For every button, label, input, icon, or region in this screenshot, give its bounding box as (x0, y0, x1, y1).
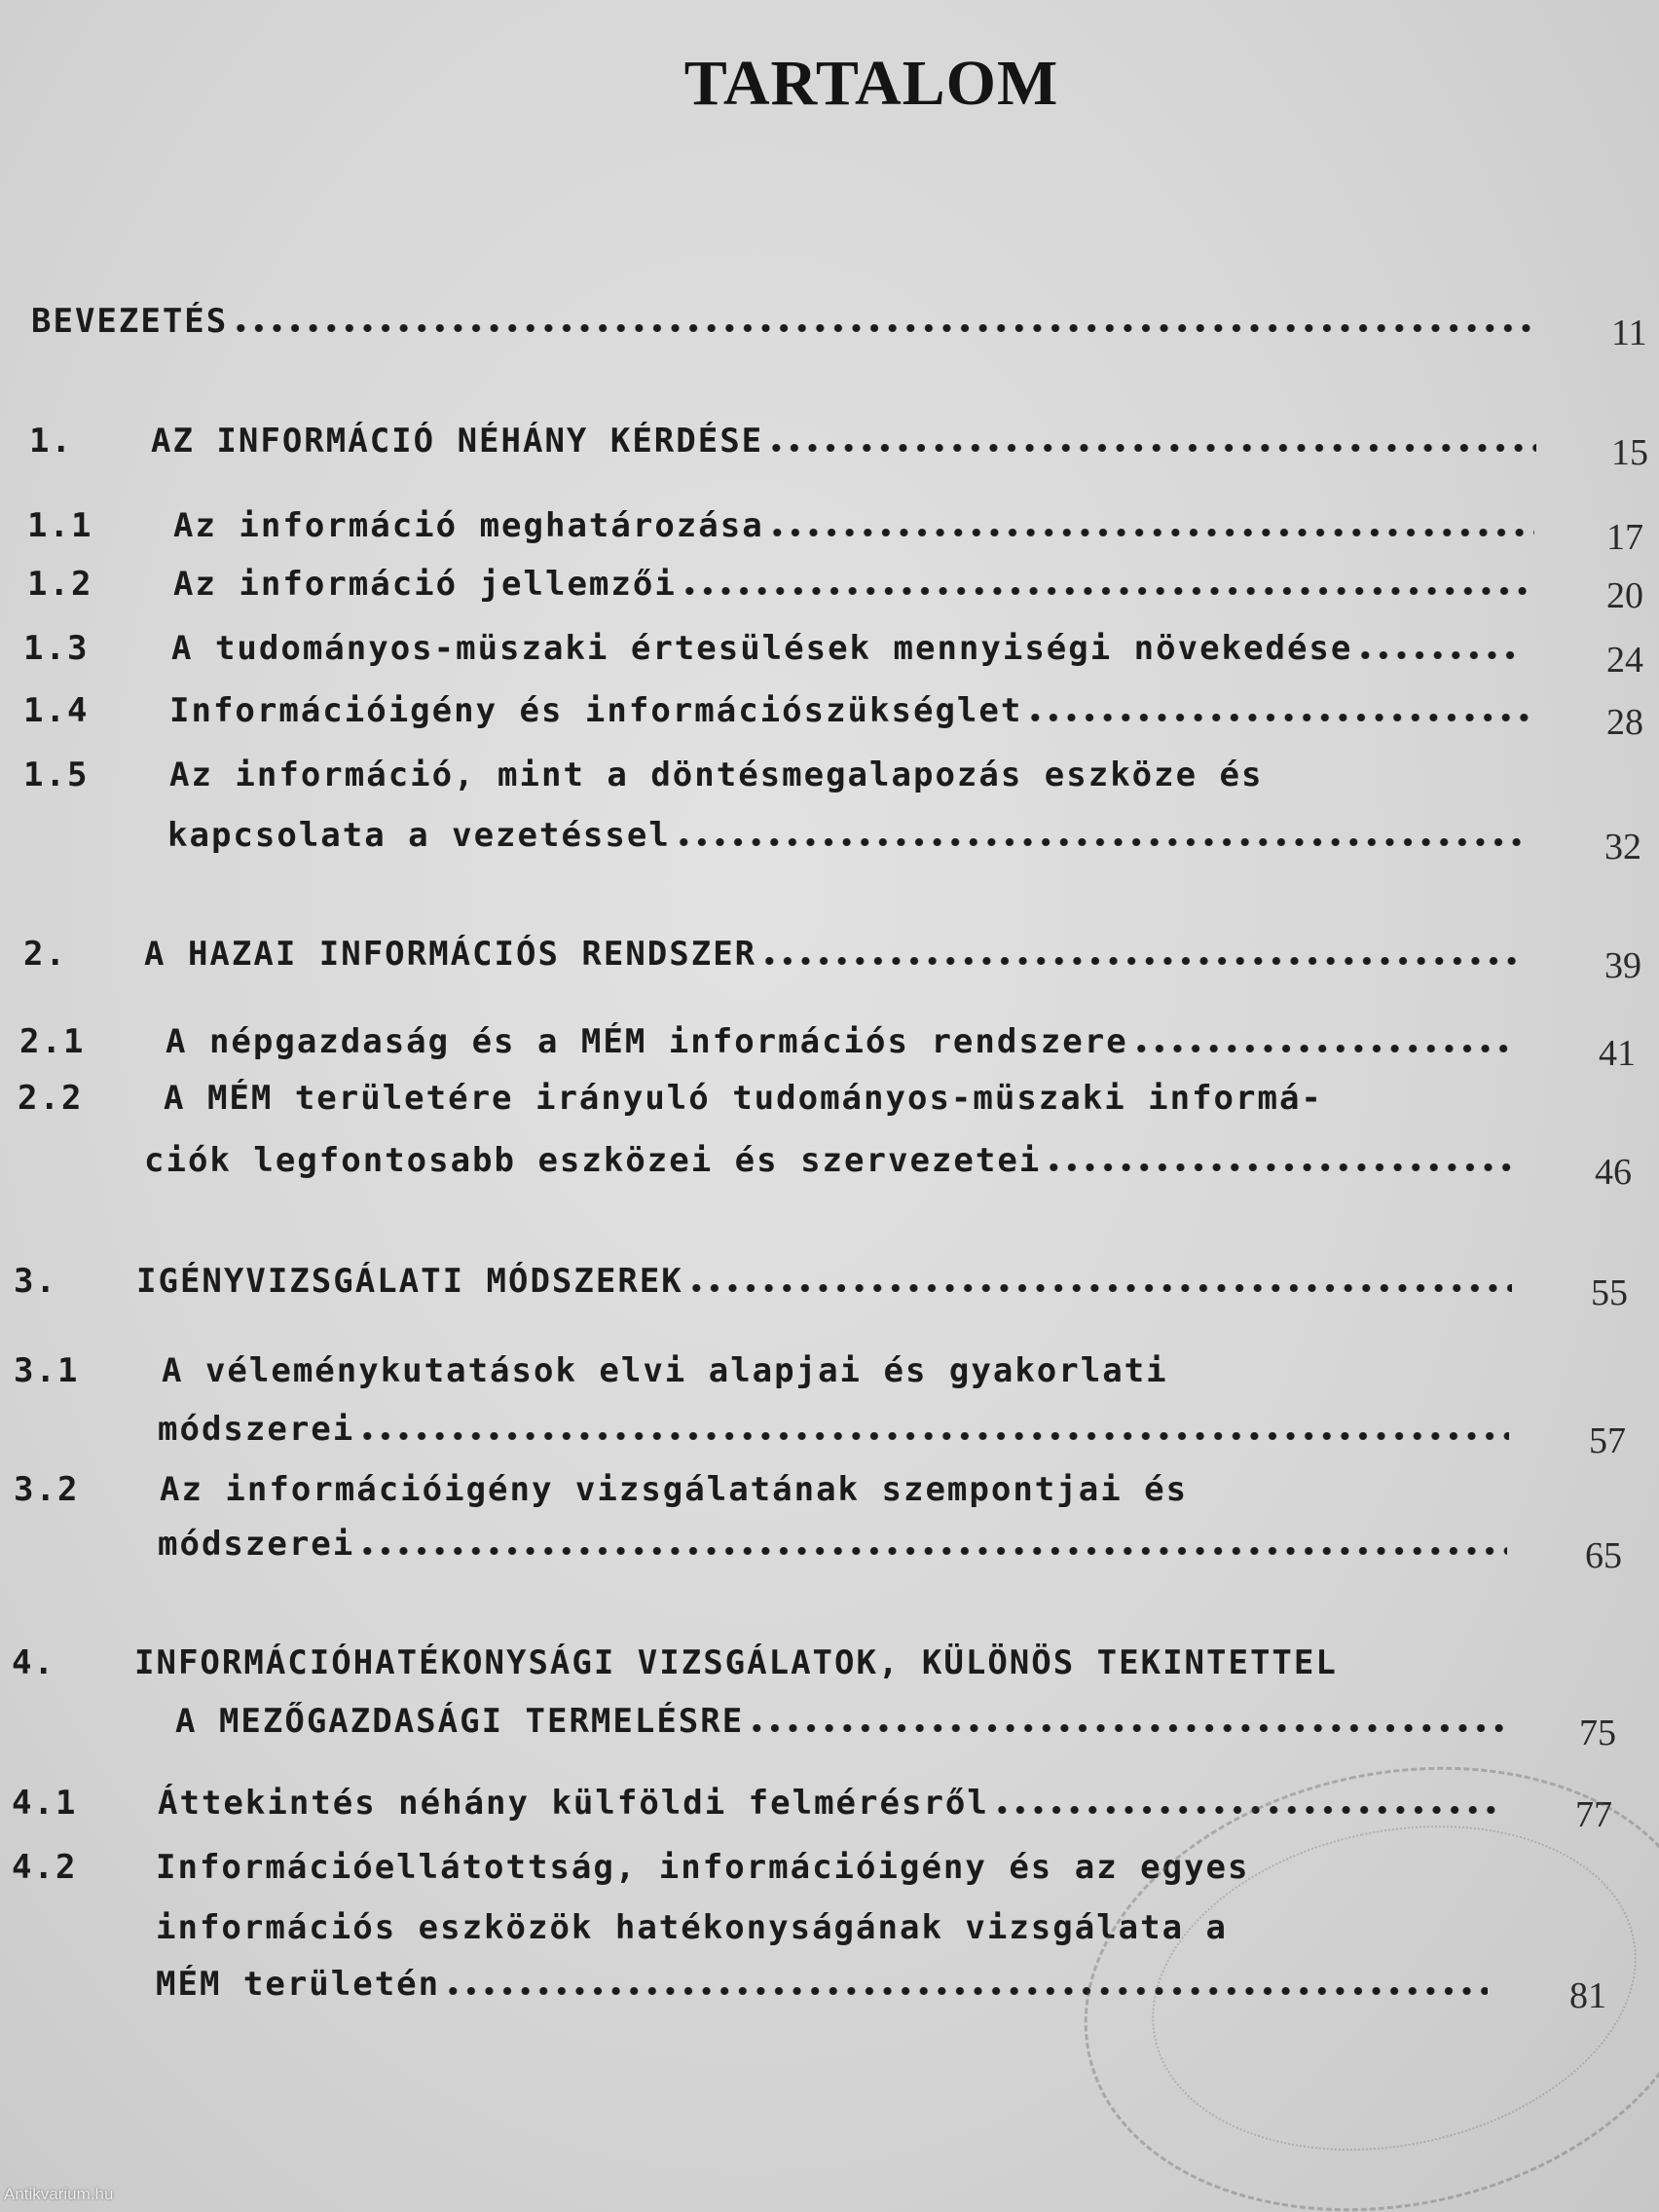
toc-entry-title (156, 1908, 1228, 1947)
dot-leader (1132, 1045, 1517, 1052)
dot-leader (748, 1724, 1505, 1732)
toc-entry (0, 565, 1659, 619)
toc-entry-page-number: 11 (1611, 313, 1647, 353)
toc-entry (0, 935, 1659, 989)
toc-entry-number: 3.1 (14, 1351, 80, 1390)
toc-entry-title (175, 1702, 1505, 1741)
toc-entry (0, 1351, 1659, 1406)
dot-leader (760, 957, 1522, 965)
toc-entry-page-number: 55 (1591, 1272, 1628, 1313)
toc-entry-title (173, 565, 1534, 604)
dot-leader (358, 1432, 1509, 1440)
toc-entry-page-number: 15 (1611, 432, 1648, 473)
dot-leader (687, 1284, 1512, 1292)
toc-entry-title (151, 422, 1536, 461)
toc-entry-title-text: AZ INFORMÁCIÓ NÉHÁNY KÉRDÉSE (151, 422, 764, 461)
toc-entry (0, 1965, 1659, 2019)
toc-entry (0, 302, 1659, 356)
toc-entry-number: 4. (12, 1643, 55, 1682)
toc-entry (0, 756, 1659, 810)
toc-entry-title (169, 756, 1264, 794)
toc-entry-title-text: IGÉNYVIZSGÁLATI MÓDSZEREK (136, 1262, 683, 1301)
watermark: Antikvarium.hu (4, 2185, 114, 2203)
toc-entry-title-text: A MEZŐGAZDASÁGI TERMELÉSRE (175, 1702, 745, 1741)
toc-entry-title-text: Az információ meghatározása (173, 506, 764, 545)
toc-entry-title (156, 1965, 1488, 2004)
toc-entry-page-number: 65 (1585, 1535, 1622, 1576)
toc-entry (0, 506, 1659, 561)
dot-leader (681, 587, 1534, 595)
toc-entry-page-number: 57 (1589, 1420, 1626, 1461)
toc-entry (0, 1262, 1659, 1316)
toc-entry-title (134, 1643, 1338, 1682)
dot-leader (1356, 651, 1522, 659)
toc-entry-number: 1.3 (23, 629, 90, 668)
toc-entry-number: 1. (29, 422, 73, 461)
toc-entry-title-text: ciók legfontosabb eszközei és szervezetei (144, 1141, 1042, 1180)
toc-entry-page-number: 24 (1606, 640, 1643, 681)
toc-entry-page-number: 39 (1604, 945, 1641, 986)
dot-leader (358, 1547, 1507, 1555)
dot-leader (232, 324, 1536, 332)
toc-entry (0, 1848, 1659, 1902)
toc-entry-title (158, 1410, 1509, 1449)
toc-entry (0, 1525, 1659, 1579)
toc-entry-number: 3.2 (14, 1470, 80, 1509)
toc-entry (0, 1079, 1659, 1133)
toc-entry-title-text: Információigény és információszükséglet (169, 691, 1023, 730)
toc-entry-title (144, 1141, 1517, 1180)
toc-entry-title (166, 1022, 1517, 1061)
toc-entry-title (158, 1525, 1507, 1564)
toc-entry-title-text: INFORMÁCIÓHATÉKONYSÁGI VIZSGÁLATOK, KÜLÖNÖS TEKINTETTEL (134, 1643, 1338, 1682)
toc-entry-title-text: módszerei (158, 1525, 355, 1564)
dot-leader (1026, 714, 1529, 721)
toc-entry-title-text: BEVEZETÉS (31, 302, 229, 341)
dot-leader (768, 529, 1534, 536)
toc-entry-number: 2.2 (18, 1079, 84, 1118)
toc-entry-page-number: 41 (1599, 1033, 1636, 1074)
toc-entry-number: 4.2 (12, 1848, 78, 1887)
toc-entry (0, 1022, 1659, 1077)
toc-entry (0, 1141, 1659, 1196)
toc-entry (0, 1643, 1659, 1698)
toc-entry-number: 1.5 (23, 756, 90, 794)
toc-entry-title-text: MÉM területén (156, 1965, 441, 2004)
toc-entry-page-number: 77 (1575, 1794, 1612, 1835)
toc-entry (0, 422, 1659, 476)
toc-entry (0, 816, 1659, 870)
toc-entry (0, 629, 1659, 683)
toc-entry-title (31, 302, 1536, 341)
toc-entry-page-number: 17 (1606, 517, 1643, 558)
page-title: TARTALOM (683, 48, 1059, 119)
toc-entry-number: 1.1 (27, 506, 93, 545)
toc-entry-title-text: információs eszközök hatékonyságának vizsgálata a (156, 1908, 1229, 1947)
toc-entry-title (169, 691, 1529, 730)
toc-entry-title-text: Az információ, mint a döntésmegalapozás eszköze és (169, 756, 1264, 794)
toc-entry (0, 691, 1659, 746)
toc-entry (0, 1410, 1659, 1464)
toc-entry-number: 2.1 (19, 1022, 86, 1061)
toc-entry-title-text: A HAZAI INFORMÁCIÓS RENDSZER (144, 935, 757, 974)
toc-entry-title-text: módszerei (158, 1410, 355, 1449)
toc-entry-title-text: Információellátottság, információigény és az egyes (156, 1848, 1250, 1887)
toc-entry-title-text: Az információigény vizsgálatának szempontjai és (160, 1470, 1189, 1509)
toc-entry-title (171, 629, 1522, 668)
toc-entry-page-number: 28 (1606, 702, 1643, 743)
dot-leader (444, 1987, 1488, 1995)
toc-entry-title (136, 1262, 1512, 1301)
dot-leader (675, 838, 1525, 846)
dot-leader (767, 444, 1536, 452)
toc-entry-title-text: kapcsolata a vezetéssel (167, 816, 671, 855)
toc-entry-title-text: Az információ jellemzői (173, 565, 677, 604)
toc-entry-title (144, 935, 1522, 974)
toc-entry-number: 1.2 (27, 565, 93, 604)
toc-entry-number: 4.1 (12, 1784, 78, 1823)
toc-entry-title (164, 1079, 1323, 1118)
toc-entry (0, 1470, 1659, 1525)
toc-entry-title (160, 1470, 1188, 1509)
toc-entry-number: 1.4 (23, 691, 90, 730)
toc-entry-title-text: A tudományos-müszaki értesülések mennyiségi növekedése (171, 629, 1353, 668)
toc-entry-title (156, 1848, 1250, 1887)
toc-entry-title (158, 1784, 1497, 1823)
toc-entry-page-number: 20 (1606, 575, 1643, 616)
toc-entry-title-text: A népgazdaság és a MÉM információs rendszere (166, 1022, 1128, 1061)
toc-entry-title (173, 506, 1534, 545)
toc-entry-page-number: 46 (1595, 1152, 1632, 1193)
toc-entry-title (167, 816, 1525, 855)
dot-leader (1045, 1163, 1517, 1171)
toc-entry (0, 1702, 1659, 1756)
toc-entry-title (162, 1351, 1168, 1390)
toc-entry-page-number: 81 (1569, 1975, 1606, 2016)
toc-entry-number: 3. (14, 1262, 57, 1301)
toc-entry-number: 2. (23, 935, 67, 974)
toc-entry-page-number: 75 (1579, 1713, 1616, 1753)
toc-entry (0, 1908, 1659, 1963)
toc-entry (0, 1784, 1659, 1838)
toc-entry-title-text: A véleménykutatások elvi alapjai és gyakorlati (162, 1351, 1168, 1390)
toc-entry-page-number: 32 (1604, 827, 1641, 867)
dot-leader (993, 1806, 1497, 1814)
toc-entry-title-text: Áttekintés néhány külföldi felmérésről (158, 1784, 989, 1823)
toc-entry-title-text: A MÉM területére irányuló tudományos-müszaki informá- (164, 1079, 1323, 1118)
